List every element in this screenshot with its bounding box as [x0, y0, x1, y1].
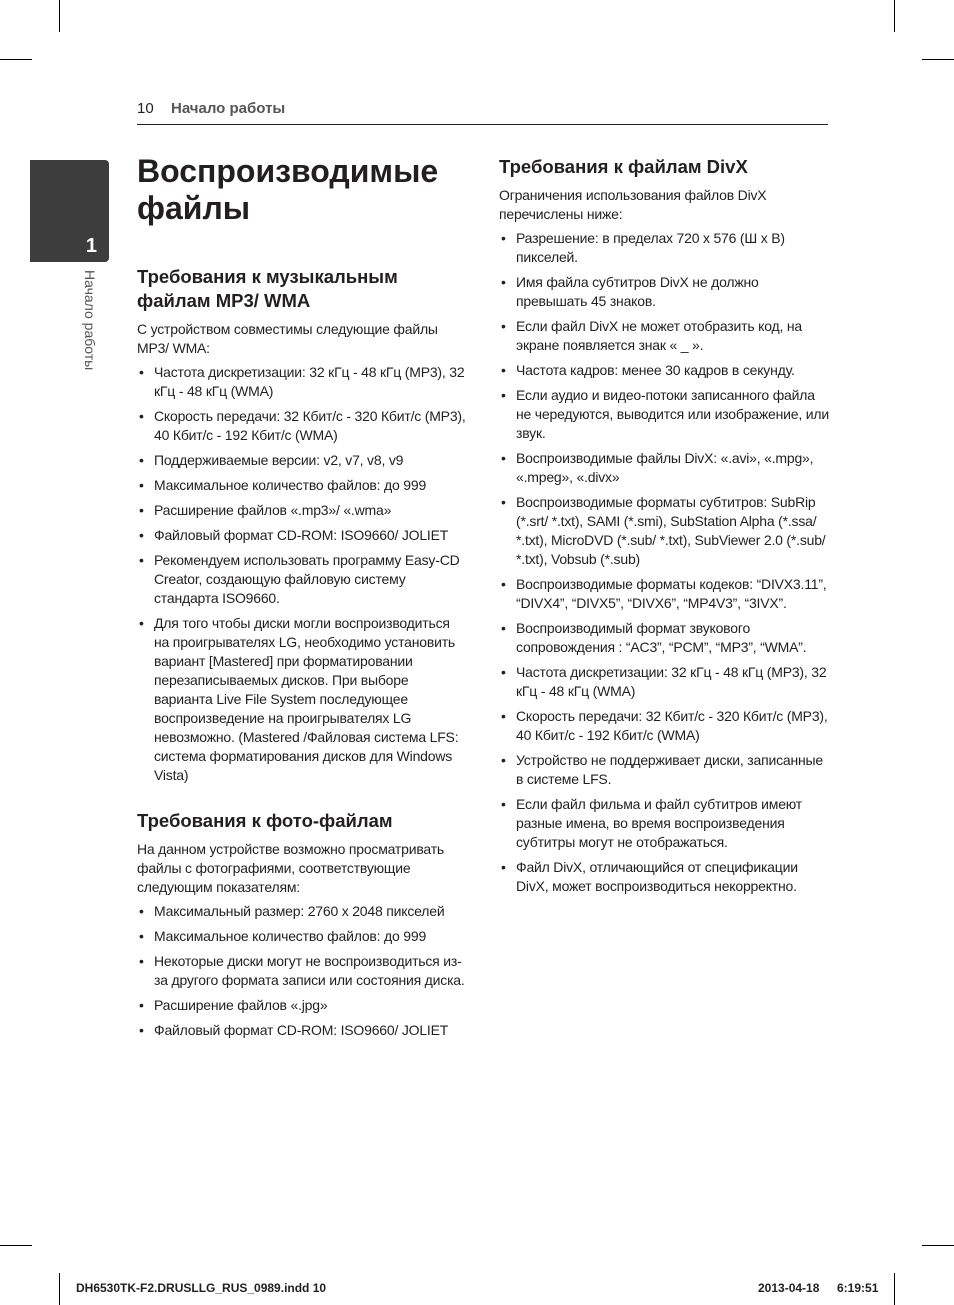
- list-item: • Для того чтобы диски могли воспроизводиться на проигрывателях LG, необходимо установить вариант [Mastered] при форматировании перезаписываемых дисков. При выборе варианта Live File System последующее воспроизведение на проигрывателях LG невозможно. (Mastered /Файловая система LFS: система форматирования дисков для Windows Vista): [137, 614, 467, 785]
- crop-mark: [894, 1273, 895, 1305]
- section-heading: Требования к музыкальным файлам MP3/ WMA: [137, 266, 398, 311]
- section-intro: На данном устройстве возможно просматривать файлы с фотографиями, соответствующие следующим показателям:: [137, 841, 445, 895]
- header-divider: [137, 124, 828, 125]
- list-item: • Расширение файлов «.jpg»: [137, 996, 467, 1015]
- list-item: • Рекомендуем использовать программу Easy-CD Creator, создающую файловую систему стандарта ISO9660.: [137, 551, 467, 608]
- chapter-number: 1: [85, 235, 97, 257]
- page-title: Воспроизводимые файлы: [137, 153, 439, 226]
- list-item: • Файловый формат CD-ROM: ISO9660/ JOLIET: [137, 526, 467, 545]
- requirements-list: [137, 363, 467, 785]
- section-divx: [499, 155, 831, 902]
- section-intro: Ограничения использования файлов DivX перечислены ниже:: [499, 187, 767, 222]
- crop-mark: [894, 0, 895, 32]
- list-item: • Некоторые диски могут не воспроизводиться из-за другого формата записи или состояния диска.: [137, 952, 467, 990]
- list-item: • Воспроизводимый формат звукового сопровождения : “AC3”, “PCM”, “MP3”, “WMA”.: [499, 619, 831, 657]
- list-item: • Частота дискретизации: 32 кГц - 48 кГц (MP3), 32 кГц - 48 кГц (WMA): [137, 363, 467, 401]
- list-item: • Максимальное количество файлов: до 999: [137, 927, 467, 946]
- list-item: • Воспроизводимые форматы кодеков: “DIVX3.11”, “DIVX4”, “DIVX5”, “DIVX6”, “MP4V3”, “3IVX”.: [499, 575, 831, 613]
- crop-mark: [0, 1245, 32, 1246]
- section-photo: [137, 809, 467, 1046]
- crop-mark: [59, 0, 60, 32]
- requirements-list: [499, 229, 831, 896]
- running-header: Начало работы: [171, 100, 286, 117]
- list-item: • Файловый формат CD-ROM: ISO9660/ JOLIET: [137, 1021, 467, 1040]
- crop-mark: [922, 1245, 954, 1246]
- list-item: • Разрешение: в пределах 720 x 576 (Ш x В) пикселей.: [499, 229, 831, 267]
- list-item: • Частота кадров: менее 30 кадров в секунду.: [499, 361, 831, 380]
- list-item: • Если файл фильма и файл субтитров имеют разные имена, во время воспроизведения субтитры могут не отображаться.: [499, 795, 831, 852]
- footer-date: 2013-04-18: [758, 1281, 820, 1295]
- crop-mark: [59, 1273, 60, 1305]
- list-item: • Максимальное количество файлов: до 999: [137, 476, 467, 495]
- list-item: • Файл DivX, отличающийся от спецификации DivX, может воспроизводиться некорректно.: [499, 858, 831, 896]
- list-item: • Максимальный размер: 2760 x 2048 пикселей: [137, 902, 467, 921]
- section-mp3-wma: [137, 265, 467, 791]
- section-heading: Требования к фото-файлам: [137, 810, 393, 831]
- list-item: • Воспроизводимые форматы субтитров: SubRip (*.srt/ *.txt), SAMI (*.smi), SubStation Alpha (*.ssa/ *.txt), MicroDVD (*.sub/ *.txt), SubViewer 2.0 (*.sub/ *.txt), Vobsub (*.sub): [499, 493, 831, 569]
- list-item: • Скорость передачи: 32 Кбит/с - 320 Кбит/с (MP3), 40 Кбит/с - 192 Кбит/с (WMA): [499, 707, 831, 745]
- chapter-tab: [30, 160, 109, 262]
- chapter-label: Начало работы: [82, 270, 98, 371]
- list-item: • Частота дискретизации: 32 кГц - 48 кГц (MP3), 32 кГц - 48 кГц (WMA): [499, 663, 831, 701]
- list-item: • Скорость передачи: 32 Кбит/с - 320 Кбит/с (MP3), 40 Кбит/с - 192 Кбит/с (WMA): [137, 407, 467, 445]
- list-item: • Поддерживаемые версии: v2, v7, v8, v9: [137, 451, 467, 470]
- list-item: • Имя файла субтитров DivX не должно превышать 45 знаков.: [499, 273, 831, 311]
- list-item: • Расширение файлов «.mp3»/ «.wma»: [137, 501, 467, 520]
- page-number: 10: [137, 100, 154, 117]
- section-heading: Требования к файлам DivX: [499, 156, 748, 177]
- chapter-side-label: [80, 270, 100, 390]
- crop-mark: [922, 59, 954, 60]
- list-item: • Воспроизводимые файлы DivX: «.avi», «.mpg», «.mpeg», «.divx»: [499, 449, 831, 487]
- footer-filename: DH6530TK-F2.DRUSLLG_RUS_0989.indd 10: [76, 1281, 327, 1295]
- list-item: • Если аудио и видео-потоки записанного файла не чередуются, выводится или изображение, или звук.: [499, 386, 831, 443]
- list-item: • Если файл DivX не может отобразить код, на экране появляется знак « _ ».: [499, 317, 831, 355]
- section-intro: С устройством совместимы следующие файлы MP3/ WMA:: [137, 321, 438, 356]
- footer-time: 6:19:51: [837, 1281, 879, 1295]
- crop-mark: [0, 59, 32, 60]
- list-item: • Устройство не поддерживает диски, записанные в системе LFS.: [499, 751, 831, 789]
- requirements-list: [137, 902, 467, 1040]
